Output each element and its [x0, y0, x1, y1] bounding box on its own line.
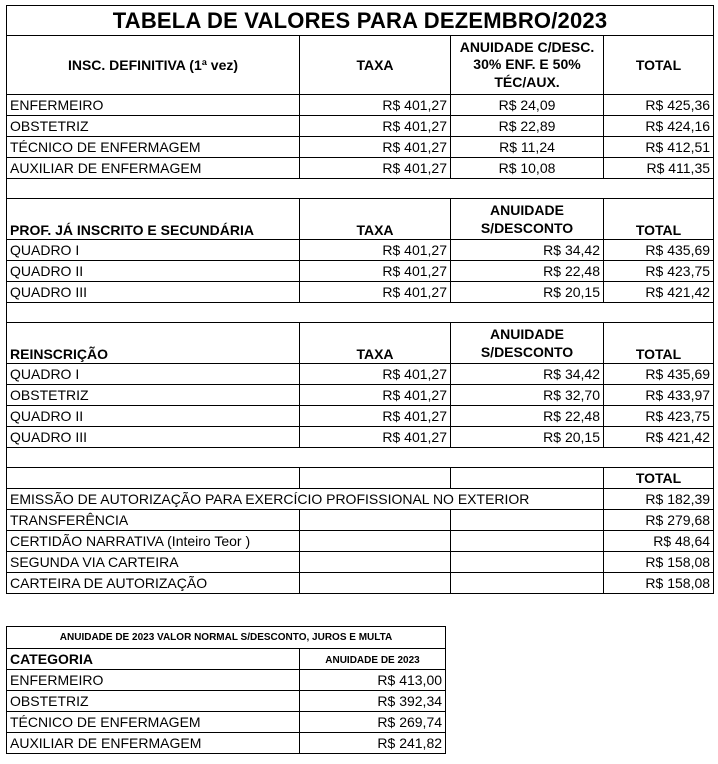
- table-row: [7, 385, 714, 406]
- table-row: [7, 116, 714, 137]
- section3-header-anuidade: [451, 323, 604, 364]
- table-row: [7, 261, 714, 282]
- table-row: [7, 158, 714, 179]
- row-taxa: R$ 401,27: [300, 261, 451, 282]
- section4-header: [7, 468, 714, 489]
- row-anuidade: R$ 20,15: [451, 282, 604, 303]
- section1-header-taxa: TAXA: [300, 36, 451, 95]
- table-row: [7, 691, 446, 712]
- row-anuidade: R$ 34,42: [451, 364, 604, 385]
- table-row: [7, 573, 714, 594]
- section2-header-total: TOTAL: [604, 199, 714, 240]
- row-value: R$ 392,34: [300, 691, 446, 712]
- row-total: R$ 433,97: [604, 385, 714, 406]
- empty-cell: [451, 552, 604, 573]
- row-name: OBSTETRIZ: [7, 385, 300, 406]
- row-anuidade: R$ 20,15: [451, 427, 604, 448]
- row-name: SEGUNDA VIA CARTEIRA: [7, 552, 300, 573]
- header-line: ANUIDADE C/DESC.: [459, 38, 595, 55]
- table-row: [7, 364, 714, 385]
- row-name: AUXILIAR DE ENFERMAGEM: [7, 733, 300, 754]
- table-row: [7, 240, 714, 261]
- spacer-cell: [7, 303, 714, 323]
- spacer-row: [7, 303, 714, 323]
- row-total: R$ 279,68: [604, 510, 714, 531]
- row-taxa: R$ 401,27: [300, 95, 451, 116]
- row-name: CERTIDÃO NARRATIVA (Inteiro Teor ): [7, 531, 300, 552]
- row-taxa: R$ 401,27: [300, 364, 451, 385]
- row-value: R$ 241,82: [300, 733, 446, 754]
- section1-header-total: TOTAL: [604, 36, 714, 95]
- section2-header-category: PROF. JÁ INSCRITO E SECUNDÁRIA: [7, 199, 300, 240]
- table-row: [7, 427, 714, 448]
- row-name: QUADRO III: [7, 282, 300, 303]
- section4-header-total: TOTAL: [604, 468, 714, 489]
- row-name: EMISSÃO DE AUTORIZAÇÃO PARA EXERCÍCIO PROFISSIONAL NO EXTERIOR: [7, 489, 604, 510]
- row-total: R$ 421,42: [604, 427, 714, 448]
- empty-cell: [451, 531, 604, 552]
- row-anuidade: R$ 32,70: [451, 385, 604, 406]
- annual-fee-title-row: [7, 627, 446, 649]
- row-name: QUADRO II: [7, 261, 300, 282]
- header-line: ANUIDADE: [490, 202, 564, 218]
- row-name: OBSTETRIZ: [7, 116, 300, 137]
- table-row: [7, 489, 714, 510]
- row-name: ENFERMEIRO: [7, 670, 300, 691]
- row-anuidade: R$ 24,09: [451, 95, 604, 116]
- section3-header-taxa: TAXA: [300, 323, 451, 364]
- section2-header: [7, 199, 714, 240]
- section3-header-category: REINSCRIÇÃO: [7, 323, 300, 364]
- row-taxa: R$ 401,27: [300, 137, 451, 158]
- table-row: [7, 137, 714, 158]
- row-value: R$ 413,00: [300, 670, 446, 691]
- table-row: [7, 733, 446, 754]
- row-total: R$ 411,35: [604, 158, 714, 179]
- annual-fee-table: [6, 626, 446, 754]
- row-total: R$ 425,36: [604, 95, 714, 116]
- annual-fee-title: ANUIDADE DE 2023 VALOR NORMAL S/DESCONTO, JUROS E MULTA: [7, 627, 446, 649]
- empty-cell: [7, 468, 300, 489]
- header-line: TÉC/AUX.: [494, 73, 560, 90]
- row-name: QUADRO II: [7, 406, 300, 427]
- row-total: R$ 435,69: [604, 240, 714, 261]
- spacer-cell: [7, 448, 714, 468]
- row-anuidade: R$ 11,24: [451, 137, 604, 158]
- empty-cell: [300, 510, 451, 531]
- row-name: QUADRO III: [7, 427, 300, 448]
- header-line: ANUIDADE: [490, 326, 564, 342]
- row-name: OBSTETRIZ: [7, 691, 300, 712]
- row-total: R$ 423,75: [604, 261, 714, 282]
- row-name: AUXILIAR DE ENFERMAGEM: [7, 158, 300, 179]
- section1-header-category: INSC. DEFINITIVA (1ª vez): [7, 36, 300, 95]
- header-line: S/DESCONTO: [480, 343, 574, 360]
- page-title: TABELA DE VALORES PARA DEZEMBRO/2023: [7, 6, 714, 36]
- row-name: TRANSFERÊNCIA: [7, 510, 300, 531]
- row-anuidade: R$ 22,89: [451, 116, 604, 137]
- row-anuidade: R$ 10,08: [451, 158, 604, 179]
- table-row: [7, 406, 714, 427]
- row-taxa: R$ 401,27: [300, 240, 451, 261]
- row-name: TÉCNICO DE ENFERMAGEM: [7, 137, 300, 158]
- empty-cell: [451, 510, 604, 531]
- header-line: 30% ENF. E 50%: [473, 56, 581, 73]
- row-anuidade: R$ 22,48: [451, 406, 604, 427]
- annual-fee-header: [7, 649, 446, 670]
- empty-cell: [300, 573, 451, 594]
- empty-cell: [300, 552, 451, 573]
- table-row: [7, 712, 446, 733]
- row-total: R$ 48,64: [604, 531, 714, 552]
- empty-cell: [300, 531, 451, 552]
- table-row: [7, 531, 714, 552]
- section3-header-total: TOTAL: [604, 323, 714, 364]
- table-row: [7, 510, 714, 531]
- row-name: QUADRO I: [7, 240, 300, 261]
- table-row: [7, 95, 714, 116]
- table-row: [7, 282, 714, 303]
- row-value: R$ 269,74: [300, 712, 446, 733]
- table-row: [7, 552, 714, 573]
- row-taxa: R$ 401,27: [300, 427, 451, 448]
- row-taxa: R$ 401,27: [300, 282, 451, 303]
- spacer-row: [7, 179, 714, 199]
- row-taxa: R$ 401,27: [300, 116, 451, 137]
- section3-header: [7, 323, 714, 364]
- row-total: R$ 182,39: [604, 489, 714, 510]
- spacer-cell: [7, 179, 714, 199]
- empty-cell: [300, 468, 451, 489]
- table-row: [7, 670, 446, 691]
- section1-header: [7, 36, 714, 95]
- section2-header-anuidade: [451, 199, 604, 240]
- row-total: R$ 435,69: [604, 364, 714, 385]
- annual-fee-header-value: ANUIDADE DE 2023: [300, 649, 446, 670]
- row-taxa: R$ 401,27: [300, 158, 451, 179]
- row-total: R$ 421,42: [604, 282, 714, 303]
- row-total: R$ 158,08: [604, 573, 714, 594]
- spacer-row: [7, 448, 714, 468]
- row-name: QUADRO I: [7, 364, 300, 385]
- row-total: R$ 423,75: [604, 406, 714, 427]
- row-name: CARTEIRA DE AUTORIZAÇÃO: [7, 573, 300, 594]
- section1-header-anuidade: [451, 36, 604, 95]
- row-total: R$ 158,08: [604, 552, 714, 573]
- row-name: TÉCNICO DE ENFERMAGEM: [7, 712, 300, 733]
- category-header: CATEGORIA: [7, 649, 300, 670]
- row-name: ENFERMEIRO: [7, 95, 300, 116]
- row-total: R$ 424,16: [604, 116, 714, 137]
- title-row: [7, 6, 714, 36]
- empty-cell: [451, 573, 604, 594]
- price-table: [6, 5, 714, 594]
- row-anuidade: R$ 34,42: [451, 240, 604, 261]
- empty-cell: [451, 468, 604, 489]
- header-line: S/DESCONTO: [480, 219, 574, 236]
- row-taxa: R$ 401,27: [300, 385, 451, 406]
- row-total: R$ 412,51: [604, 137, 714, 158]
- row-anuidade: R$ 22,48: [451, 261, 604, 282]
- section2-header-taxa: TAXA: [300, 199, 451, 240]
- row-taxa: R$ 401,27: [300, 406, 451, 427]
